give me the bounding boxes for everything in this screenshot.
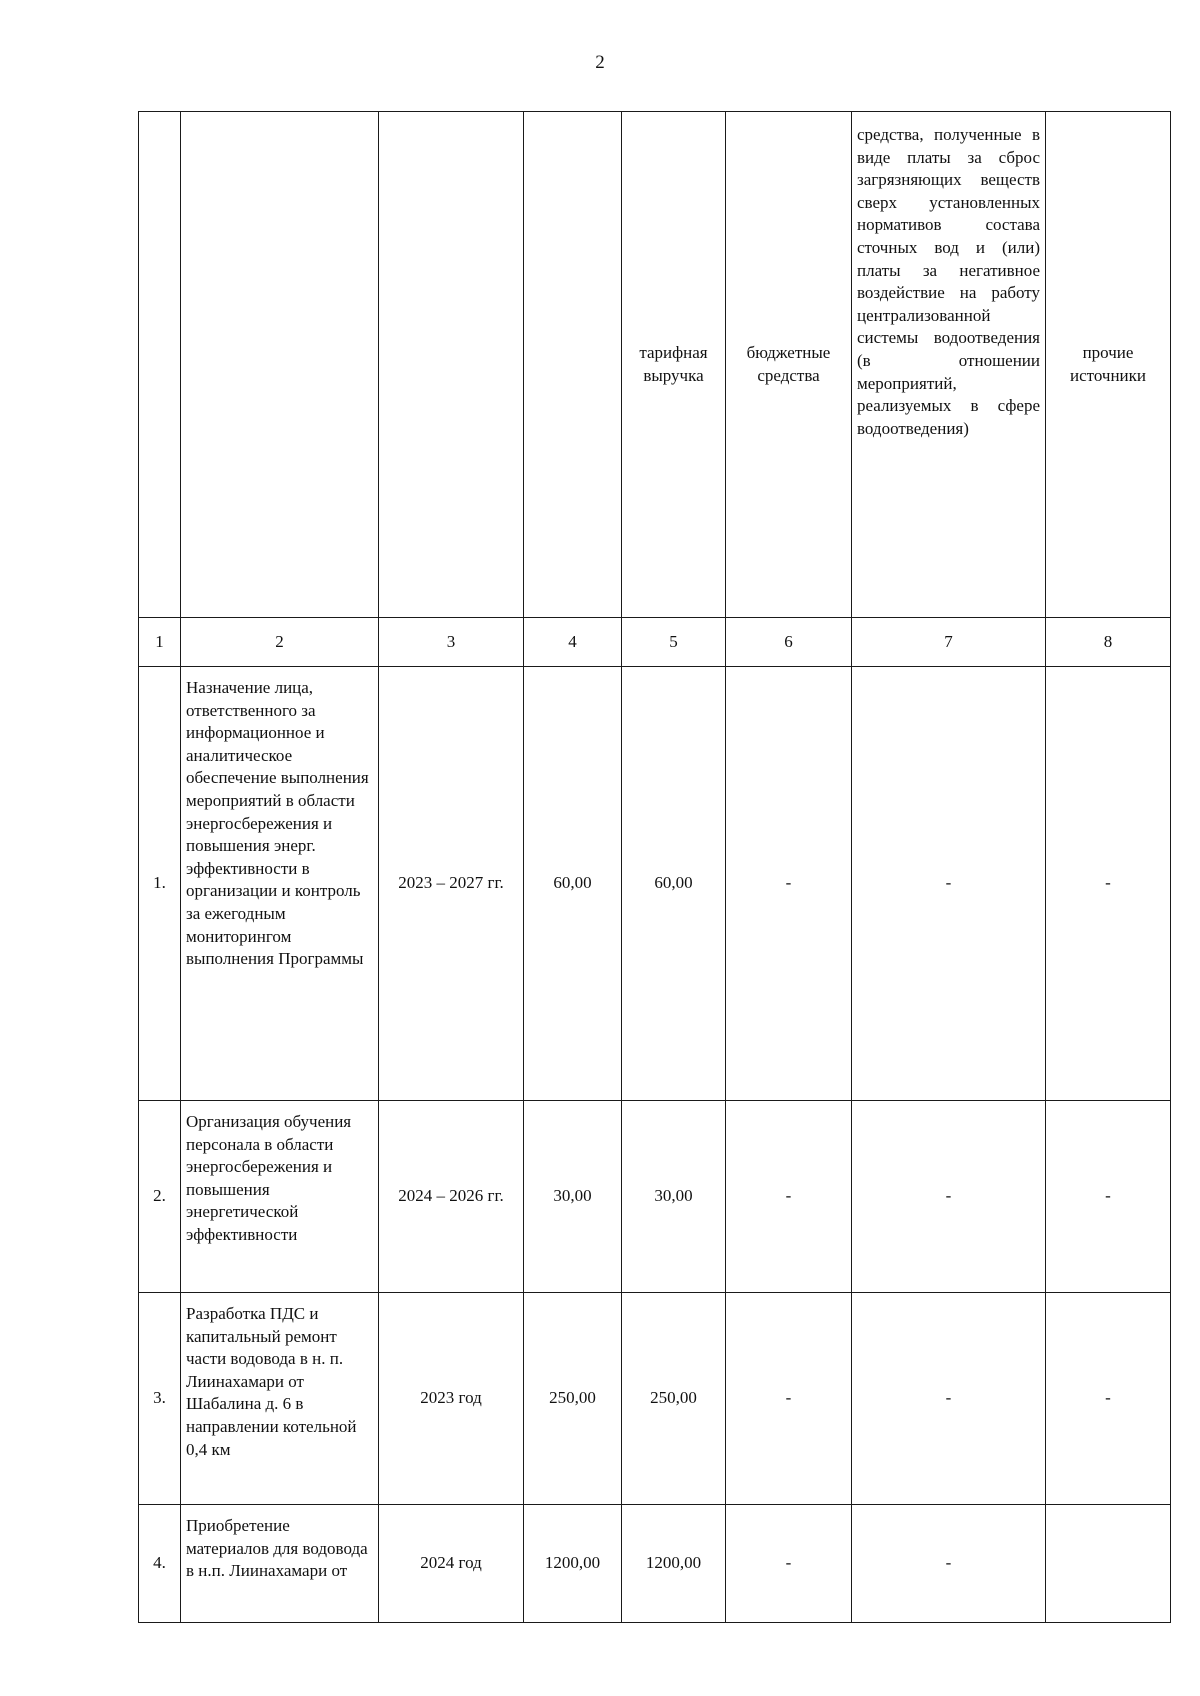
table-header-row: [139, 112, 1171, 618]
other-amount: [1046, 1505, 1171, 1623]
table-row: [139, 1101, 1171, 1293]
header-cell-1: [139, 112, 181, 618]
column-number: 3: [379, 618, 524, 667]
table-row: [139, 667, 1171, 1101]
row-number: 1.: [139, 667, 181, 1101]
column-number: 5: [622, 618, 726, 667]
header-cell-2: [181, 112, 379, 618]
total-amount: 30,00: [524, 1101, 622, 1293]
measure-name: Приобретение материалов для водовода в н.п. Лиинахамари от: [181, 1505, 379, 1623]
budget-amount: -: [726, 1101, 852, 1293]
tariff-amount: 1200,00: [622, 1505, 726, 1623]
column-number: 7: [852, 618, 1046, 667]
header-cell-4: [524, 112, 622, 618]
header-cell-budget: бюджетные средства: [726, 112, 852, 618]
column-number: 2: [181, 618, 379, 667]
total-amount: 60,00: [524, 667, 622, 1101]
column-number: 8: [1046, 618, 1171, 667]
column-number: 6: [726, 618, 852, 667]
header-cell-3: [379, 112, 524, 618]
header-cell-fees: средства, полученные в виде платы за сброс загрязняющих веществ сверх установленных нормативов состава сточных вод и (или) платы за негативное воздействие на работу централизованной системы водоотведения (в отношении мероприятий, реализуемых в сфере водоотведения): [852, 112, 1046, 618]
fees-amount: -: [852, 1101, 1046, 1293]
total-amount: 250,00: [524, 1293, 622, 1505]
header-cell-other: прочие источники: [1046, 112, 1171, 618]
budget-amount: -: [726, 1293, 852, 1505]
other-amount: -: [1046, 1101, 1171, 1293]
measure-name: Назначение лица, ответственного за информационное и аналитическое обеспечение выполнения мероприятий в области энергосбережения и повышения энерг. эффективности в организации и контроль за ежегодным мониторингом выполнения Программы: [181, 667, 379, 1101]
other-amount: -: [1046, 667, 1171, 1101]
column-number: 4: [524, 618, 622, 667]
row-number: 2.: [139, 1101, 181, 1293]
tariff-amount: 250,00: [622, 1293, 726, 1505]
header-cell-tariff: тарифная выручка: [622, 112, 726, 618]
page-number: 2: [595, 52, 605, 73]
row-number: 4.: [139, 1505, 181, 1623]
column-number: 1: [139, 618, 181, 667]
program-table: [138, 111, 1171, 1623]
table-row: [139, 1293, 1171, 1505]
budget-amount: -: [726, 667, 852, 1101]
table-row: [139, 1505, 1171, 1623]
budget-amount: -: [726, 1505, 852, 1623]
period: 2024 – 2026 гг.: [379, 1101, 524, 1293]
period: 2024 год: [379, 1505, 524, 1623]
fees-amount: -: [852, 1293, 1046, 1505]
fees-amount: -: [852, 1505, 1046, 1623]
period: 2023 – 2027 гг.: [379, 667, 524, 1101]
tariff-amount: 60,00: [622, 667, 726, 1101]
row-number: 3.: [139, 1293, 181, 1505]
column-numbers-row: [139, 618, 1171, 667]
measure-name: Организация обучения персонала в области энергосбережения и повышения энергетической эффективности: [181, 1101, 379, 1293]
period: 2023 год: [379, 1293, 524, 1505]
fees-amount: -: [852, 667, 1046, 1101]
measure-name: Разработка ПДС и капитальный ремонт части водовода в н. п. Лиинахамари от Шабалина д. 6 в направлении котельной 0,4 км: [181, 1293, 379, 1505]
tariff-amount: 30,00: [622, 1101, 726, 1293]
other-amount: -: [1046, 1293, 1171, 1505]
total-amount: 1200,00: [524, 1505, 622, 1623]
